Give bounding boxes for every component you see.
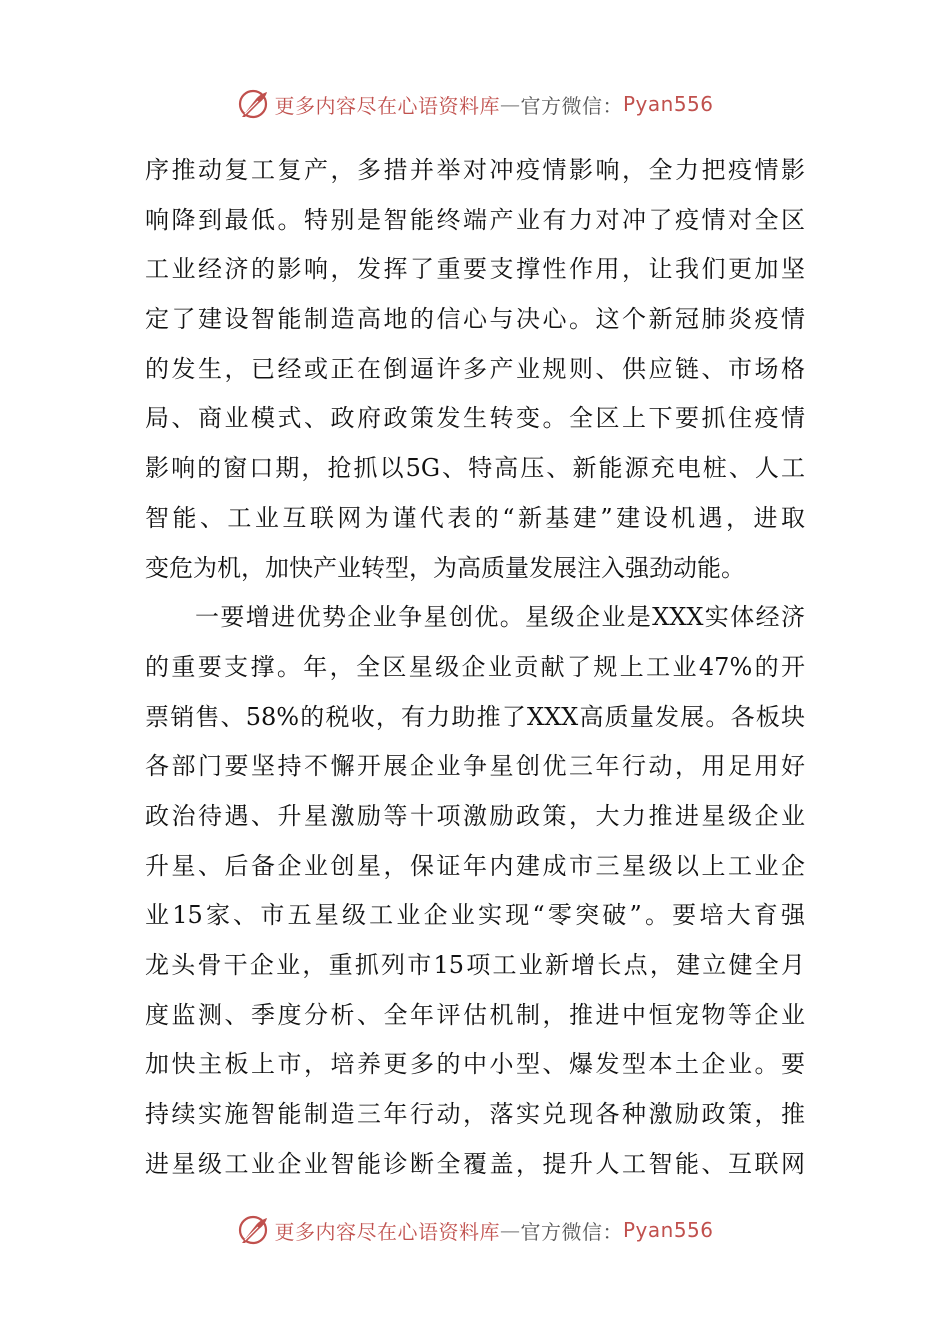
body-line: 政治待遇、升星激励等十项激励政策，大力推进星级企业 bbox=[145, 801, 805, 830]
body-line: 持续实施智能制造三年行动，落实兑现各种激励政策，推 bbox=[145, 1100, 805, 1129]
quill-pen-circle-icon bbox=[236, 1213, 270, 1247]
header-watermark-banner bbox=[0, 84, 950, 124]
footer-watermark-banner bbox=[0, 1210, 950, 1250]
body-line: 加快主板上市，培养更多的中小型、爆发型本土企业。要 bbox=[145, 1050, 805, 1079]
body-line: 的发生，已经或正在倒逼许多产业规则、供应链、市场格 bbox=[145, 354, 805, 383]
banner-account-label: 官方微信： bbox=[520, 1219, 623, 1244]
body-line: 业15家、市五星级工业企业实现“零突破”。要培大育强 bbox=[145, 901, 805, 930]
body-line: 度监测、季度分析、全年评估机制，推进中恒宠物等企业 bbox=[145, 1000, 805, 1029]
body-line: 序推动复工复产，多措并举对冲疫情影响，全力把疫情影 bbox=[145, 156, 805, 184]
body-line: 工业经济的影响，发挥了重要支撑性作用，让我们更加坚 bbox=[145, 255, 805, 284]
banner-separator: — bbox=[499, 92, 521, 116]
quill-pen-circle-icon bbox=[236, 87, 270, 121]
body-line: 升星、后备企业创星，保证年内建成市三星级以上工业企 bbox=[145, 851, 805, 880]
banner-account-label: 官方微信： bbox=[520, 93, 623, 118]
banner-account-id: Pyan556 bbox=[622, 92, 714, 116]
banner-separator: — bbox=[499, 1218, 521, 1242]
body-line: 的重要支撑。年，全区星级企业贡献了规上工业47%的开 bbox=[145, 652, 805, 681]
banner-brand-text: 更多内容尽在心语资料库 bbox=[274, 1219, 500, 1244]
body-line: 龙头骨干企业，重抓列市15项工业新增长点，建立健全月 bbox=[145, 951, 805, 979]
body-line: 局、商业模式、政府政策发生转变。全区上下要抓住疫情 bbox=[145, 404, 805, 433]
document-body bbox=[145, 146, 805, 1189]
body-line: 响降到最低。特别是智能终端产业有力对冲了疫情对全区 bbox=[145, 205, 805, 234]
body-line: 票销售、58%的税收，有力助推了XXX高质量发展。各板块 bbox=[145, 702, 805, 731]
banner-brand-text: 更多内容尽在心语资料库 bbox=[274, 93, 500, 118]
body-line: 智能、工业互联网为谨代表的“新基建”建设机遇，进取 bbox=[145, 503, 805, 532]
body-line: 进星级工业企业智能诊断全覆盖，提升人工智能、互联网 bbox=[145, 1149, 805, 1178]
body-line: 各部门要坚持不懈开展企业争星创优三年行动，用足用好 bbox=[145, 752, 805, 781]
body-line: 变危为机，加快产业转型，为高质量发展注入强劲动能。 bbox=[145, 553, 745, 582]
banner-account-id: Pyan556 bbox=[622, 1218, 714, 1242]
body-line-paragraph-start: 一要增进优势企业争星创优。星级企业是XXX实体经济 bbox=[195, 603, 805, 632]
body-line: 定了建设智能制造高地的信心与决心。这个新冠肺炎疫情 bbox=[145, 305, 805, 334]
body-line: 影响的窗口期，抢抓以5G、特高压、新能源充电桩、人工 bbox=[145, 454, 805, 483]
